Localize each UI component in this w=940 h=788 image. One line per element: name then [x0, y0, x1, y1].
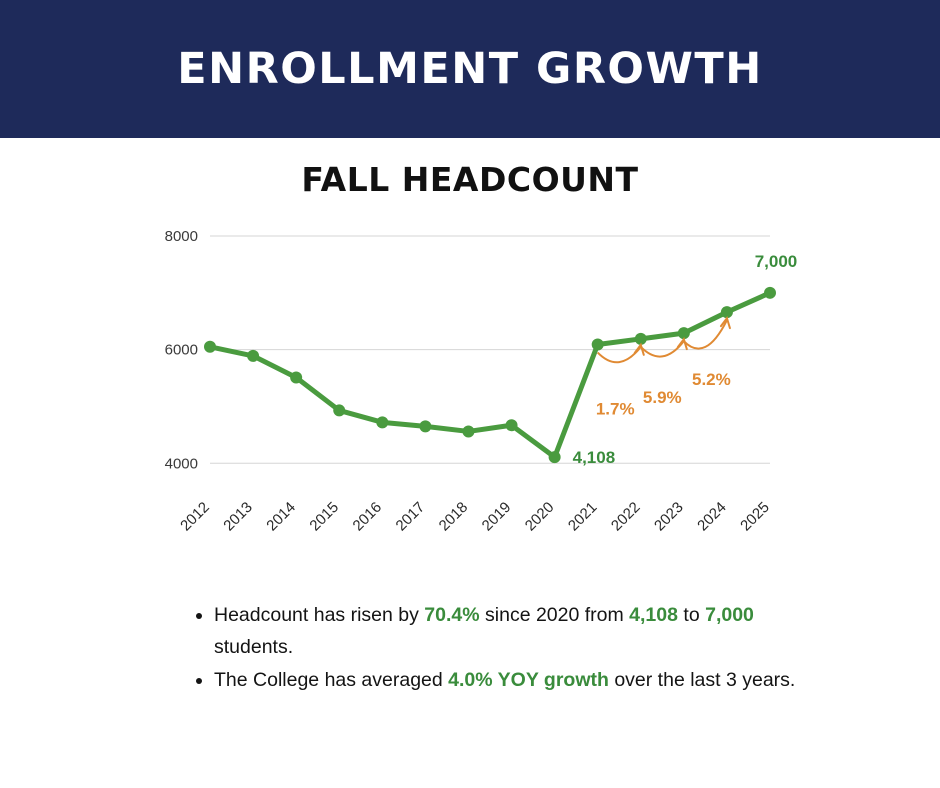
x-axis-tick-label: 2019 [478, 498, 515, 535]
data-point [247, 350, 259, 362]
data-point [333, 404, 345, 416]
data-point [592, 339, 604, 351]
summary-bullets [190, 600, 810, 699]
line-chart-svg [140, 218, 800, 578]
header-banner [0, 0, 940, 138]
x-axis-tick-label: 2022 [607, 498, 644, 535]
x-axis-tick-label: 2017 [392, 498, 429, 535]
x-axis-tick-label: 2025 [737, 498, 773, 535]
bullet-text: to [677, 604, 706, 626]
data-point [376, 416, 388, 428]
data-point-label: 7,000 [754, 251, 798, 271]
bullet-text: The College has averaged [214, 669, 449, 692]
bullet-list [190, 600, 810, 697]
x-axis-tick-label: 2015 [306, 498, 343, 535]
data-point [678, 327, 690, 339]
growth-arrow [641, 341, 684, 356]
page-title: ENROLLMENT GROWTH [177, 44, 763, 94]
bullet-text: since 2020 from [479, 604, 630, 626]
y-axis-tick-label: 8000 [164, 228, 198, 245]
growth-annotation-label: 5.9% [642, 387, 682, 407]
chart-title: FALL HEADCOUNT [301, 160, 639, 199]
data-point [462, 425, 474, 437]
highlight-value: 70.4% [424, 604, 480, 626]
highlight-value: 4,108 [629, 604, 678, 626]
x-axis-tick-label: 2012 [177, 498, 213, 535]
highlight-value: 7,000 [705, 604, 754, 626]
data-point [549, 451, 561, 463]
x-axis-tick-label: 2024 [694, 498, 730, 535]
x-axis-tick-label: 2018 [435, 498, 472, 535]
data-point [419, 420, 431, 432]
x-axis-tick-label: 2013 [220, 498, 256, 535]
data-point [721, 306, 733, 318]
data-point [506, 419, 518, 431]
x-axis-tick-label: 2021 [564, 498, 601, 535]
list-item [214, 665, 810, 697]
bullet-text: over the last 3 years. [608, 669, 796, 692]
growth-annotation-label: 5.2% [692, 370, 731, 390]
x-axis-tick-label: 2023 [651, 498, 687, 535]
data-point-label: 4,108 [572, 448, 616, 468]
x-axis-tick-label: 2020 [521, 498, 558, 535]
growth-annotation-label: 1.7% [595, 399, 635, 419]
y-axis-tick-label: 6000 [164, 341, 198, 359]
x-axis-tick-label: 2016 [349, 498, 386, 535]
data-point [290, 371, 302, 383]
list-item [214, 600, 810, 663]
data-point [635, 333, 647, 345]
x-axis-tick-label: 2014 [263, 498, 299, 535]
bullet-text: Headcount has risen by [214, 604, 425, 626]
bullet-text: students. [214, 635, 294, 658]
data-point [204, 341, 216, 353]
highlight-value: 4.0% YOY growth [448, 669, 609, 692]
y-axis-tick-label: 4000 [164, 455, 198, 473]
fall-headcount-chart [140, 218, 800, 578]
data-point [764, 287, 776, 299]
